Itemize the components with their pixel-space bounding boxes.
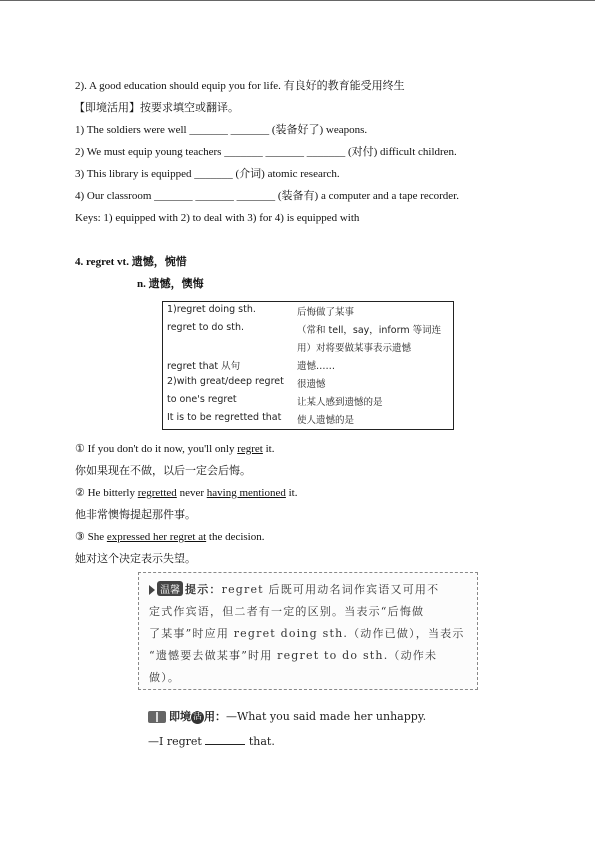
exercise-item-4: 4) Our classroom _______ _______ _______ (装备有) a computer and a tape recorder.	[75, 190, 459, 202]
table-row-en: 1)regret doing sth.	[167, 304, 256, 315]
example-underlined: regret	[237, 443, 263, 455]
table-row-zh: 后悔做了某事	[297, 307, 355, 318]
example-text: it.	[285, 487, 298, 499]
table-row-en: 2)with great/deep regret	[167, 376, 284, 387]
circled-char: 活	[192, 711, 202, 722]
answer-keys: Keys: 1) equipped with 2) to deal with 3) for 4) is equipped with	[75, 212, 360, 224]
example-text: ① If you don't do it now, you'll only	[75, 443, 238, 455]
example-underlined: expressed her regret at	[106, 531, 207, 543]
example-text: it.	[262, 443, 275, 455]
practice-dialogue: —What you said made her unhappy.	[226, 710, 427, 723]
exercise-item-2: 2) We must equip young teachers _______ _______ _______ (对付) difficult children.	[75, 146, 457, 158]
regret-heading-n: n. 遗憾，懊悔	[137, 278, 204, 290]
table-row-zh: 很遗憾	[297, 379, 326, 390]
practice-heading: 【即境活用】按要求填空或翻译。	[74, 102, 239, 114]
practice-label: 即境	[169, 710, 191, 723]
tip-line	[149, 581, 439, 597]
table-row-zh: 用）对将要做某事表示遗憾	[297, 343, 412, 354]
example-3-translation: 她对这个决定表示失望。	[75, 553, 196, 565]
pointer-icon	[149, 585, 155, 595]
example-2-translation: 他非常懊悔提起那件事。	[75, 509, 196, 521]
example-3	[75, 530, 265, 544]
example-1	[75, 442, 275, 456]
example-text: never	[176, 487, 207, 499]
table-row-zh: 让某人感到遗憾的是	[297, 397, 383, 408]
tip-box	[138, 572, 478, 690]
answer-blank[interactable]	[205, 734, 245, 745]
practice-dialogue: that.	[245, 735, 275, 748]
regret-heading-vt: 4. regret vt. 遗憾，惋惜	[75, 256, 187, 268]
practice-line-1	[148, 708, 426, 724]
tip-label: 提示：	[185, 583, 222, 596]
tip-line: 做）。	[149, 671, 181, 684]
table-row-zh: 遗憾……	[297, 361, 336, 372]
exercise-item-3: 3) This library is equipped _______ (介词) atomic research.	[75, 168, 340, 180]
example-2	[75, 486, 298, 500]
regret-usage-table	[162, 301, 454, 430]
table-row-zh: （常和 tell，say，inform 等词连	[297, 325, 442, 336]
equip-sentence: 2). A good education should equip you for life. 有良好的教育能受用终生	[75, 80, 405, 92]
example-text: ③ She	[75, 531, 107, 543]
tip-tag: 温馨	[157, 581, 183, 596]
example-text: ② He bitterly	[75, 487, 138, 499]
exercise-item-1: 1) The soldiers were well _______ _______ (装备好了) weapons.	[75, 124, 368, 136]
table-row-en: regret that 从句	[167, 361, 241, 372]
table-row-en: to one's regret	[167, 394, 237, 405]
table-row-zh: 使人遗憾的是	[297, 415, 355, 426]
practice-dialogue: —I regret	[148, 735, 206, 748]
practice-label: 用：	[204, 710, 226, 723]
table-row-en: It is to be regretted that	[167, 412, 282, 423]
example-underlined: having mentioned	[206, 487, 286, 499]
example-underlined: regretted	[137, 487, 177, 499]
example-1-translation: 你如果现在不做，以后一定会后悔。	[75, 465, 251, 477]
tip-line: “遗憾要去做某事”时用 regret to do sth.（动作未	[149, 649, 438, 662]
tip-text: regret 后既可用动名词作宾语又可用不	[221, 583, 440, 596]
tip-line: 定式作宾语，但二者有一定的区别。当表示“后悔做	[149, 605, 425, 618]
tip-line: 了某事”时应用 regret doing sth.（动作已做），当表示	[149, 627, 465, 640]
example-text: the decision.	[206, 531, 265, 543]
book-icon	[148, 711, 166, 723]
top-rule	[0, 0, 595, 1]
practice-line-2	[148, 734, 275, 748]
table-row-en: regret to do sth.	[167, 322, 244, 333]
